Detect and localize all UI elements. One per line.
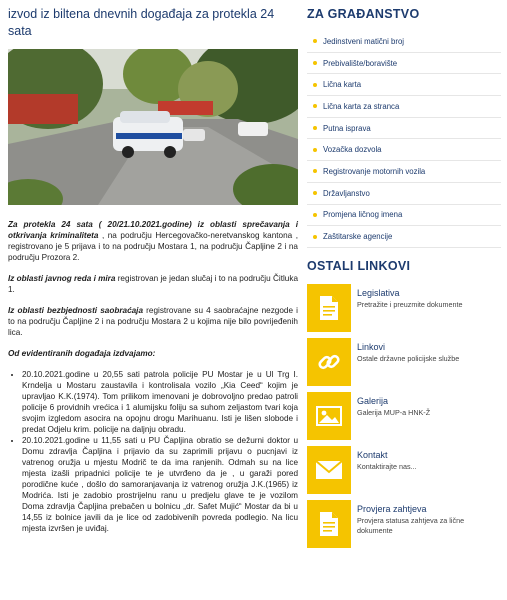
document-icon [307,284,351,332]
bullet-icon [313,83,317,87]
sidebar-item-label: Državljanstvo [323,188,370,198]
article-body [8,219,298,534]
link-card-linkovi[interactable] [307,338,501,386]
sidebar-item-zastitarske[interactable] [307,226,501,248]
link-title: Linkovi [357,341,386,352]
envelope-icon [307,446,351,494]
gradjanstvo-list [307,31,501,248]
link-card-text [351,446,417,494]
link-card-text [351,338,459,386]
list-item: • 20.10.2021.godine u 11,55 sati u PU Čapljina obratio se dežurni doktor u Domu zdravlja Čapljina i prijavio da su zaprimili prijavu o pucnjavi iz vatrenog oružja u mjestu Modrič te da ima ranjenih. Odmah su na lice mjesta izašli pripadnici policije te je utvrđeno da je , u garaži pored porodične kuće , došlo do samoranjavanja iz vatrenog oružja J.K.(1965) iz Modrića. Isti je zadobio prostrijelnu ranu u predjelu glave te je vozilom Doma zdravlja Čapljina prebačen u bolnicu „dr. Safet Mujić“ Mostar da bi u 14,55 iz bolnice javili da je lice od zadobivenih povreda podlegio. Na licu mjesta izvršen je uviđaj. [22,435,298,534]
bullet-icon [313,191,317,195]
sidebar-item-label: Promjena ličnog imena [323,210,403,220]
sidebar-item-label: Lična karta za stranca [323,101,400,111]
sidebar-item-licna-karta[interactable] [307,74,501,96]
link-icon [307,338,351,386]
sidebar-item-label: Prebivalište/boravište [323,58,398,68]
police-car-photo [8,49,298,205]
link-card-text [351,500,501,548]
paragraph-crime-heading: Za protekla 24 sata ( 20/21.10.2021.godine) iz oblasti sprečavanja i otkrivanja kriminaliteta [8,220,298,240]
paragraph-traffic-text: registrovane su 4 saobraćajne nezgode i to na području Čapljine 2 i na području Mostara 2 u kojima nije bilo povrijeđenih lica. [8,306,298,337]
bullet-icon [313,104,317,108]
paragraph-public-order-heading: Iz oblasti javnog reda i mira [8,274,116,283]
paragraph-crime [8,219,298,263]
highlight-list [8,369,298,534]
sidebar-item-label: Putna isprava [323,123,371,133]
sidebar-item-jmb[interactable] [307,31,501,53]
sidebar-item-registrovanje[interactable] [307,161,501,183]
link-title: Kontakt [357,449,388,460]
sidebar-item-label: Lična karta [323,80,362,90]
bullet-icon [313,126,317,130]
link-desc: Ostale državne policijske službe [357,353,460,363]
sidebar-item-label: Zaštitarske agencije [323,232,393,242]
link-card-provjera[interactable] [307,500,501,548]
paragraph-highlights [8,348,298,359]
article [8,6,298,534]
bullet-icon [313,169,317,173]
link-card-text [351,284,462,332]
sidebar-item-licna-karta-stranca[interactable] [307,96,501,118]
sidebar-item-label: Vozačka dozvola [323,145,382,155]
sidebar-item-drzavljanstvo[interactable] [307,183,501,205]
sidebar-heading-ostali: OSTALI LINKOVI [307,258,411,273]
link-title: Provjera zahtjeva [357,503,427,514]
bullet-icon [313,148,317,152]
sidebar-item-promjena-imena[interactable] [307,205,501,227]
paragraph-traffic-heading: Iz oblasti bezbjednosti saobraćaja [8,306,144,315]
paragraph-public-order-text: registrovan je jedan slučaj i to na području Čitluka 1. [8,274,298,294]
sidebar-item-prebivaliste[interactable] [307,53,501,75]
link-card-galerija[interactable] [307,392,501,440]
sidebar [307,6,501,548]
link-desc: Kontaktirajte nas... [357,461,417,471]
sidebar-item-vozacka[interactable] [307,139,501,161]
paragraph-crime-text: , na području Hercegovačko-neretvanskog kantona , registrovano je 5 prijava i to na području Mostara 1, na području Čapljine 2 i na području Prozora 2. [8,231,298,262]
link-desc: Provjera statusa zahtjeva za lične dokumente [357,515,465,535]
sidebar-item-putna-isprava[interactable] [307,118,501,140]
paragraph-highlights-heading: Od evidentiranih događaja izdvajamo: [8,349,156,358]
bullet-icon [313,61,317,65]
article-photo [8,49,298,205]
list-item: • 20.10.2021.godine u 20,55 sati patrola policije PU Mostar je u Ul Trg I. Krndelja u Mostaru zaustavila i kontrolisala vozilo „Kia Ceed“ kojim je upravljao K.K.(1974). Tom prilikom imenovani je dobrovoljno predao patroli policije 6 providnih vrećica i 1 alumijsku foliju sa suhom zeljastom tvari koja svojim izgledom asocira na opojnu drogu Marihuanu. Isti je lišen slobode i predat Odjelu krim. policije na daljnju obradu. [22,369,298,435]
bullet-icon [313,213,317,217]
link-desc: Pretražite i preuzmite dokumente [357,299,463,309]
link-card-kontakt[interactable] [307,446,501,494]
paragraph-traffic [8,305,298,338]
sidebar-heading-gradjanstvo: ZA GRAĐANSTVO [307,7,420,21]
image-icon [307,392,351,440]
sidebar-item-label: Jedinstveni matični broj [323,36,405,46]
bullet-icon [313,235,317,239]
link-card-text [351,392,430,440]
link-title: Legislativa [357,287,400,298]
sidebar-item-label: Registrovanje motornih vozila [323,166,426,176]
paragraph-public-order [8,273,298,295]
article-title: izvod iz biltena dnevnih događaja za protekla 24 sata [8,7,275,38]
bullet-icon [313,39,317,43]
link-card-legislativa[interactable] [307,284,501,332]
link-title: Galerija [357,395,389,406]
link-desc: Galerija MUP-a HNK-Ž [357,407,431,417]
document-icon [307,500,351,548]
